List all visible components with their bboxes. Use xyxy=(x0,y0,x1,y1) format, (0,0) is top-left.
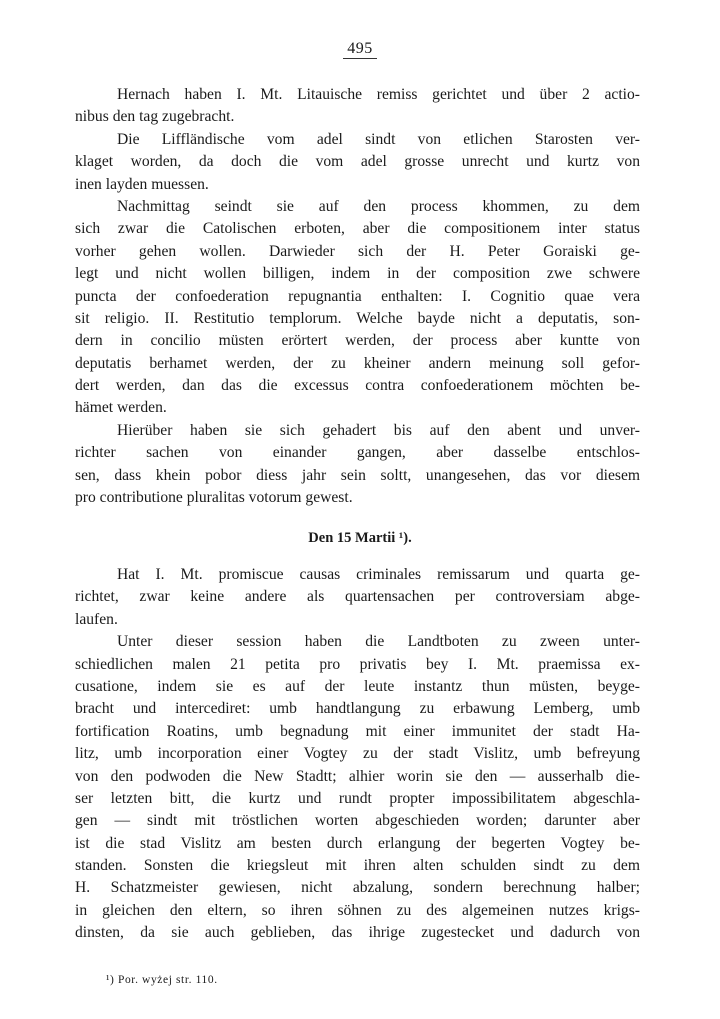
text-line: richter sachen von einander gangen, aber dasselbe entschlos- xyxy=(75,444,640,462)
text-line: dern in concilio müsten erörtert werden, der process aber kuntte von xyxy=(75,332,640,350)
text-line: schiedlichen malen 21 petita pro privatis bey I. Mt. praemissa ex- xyxy=(75,655,640,673)
text-line: fortification Roatins, umb begnadung mit einer immunitet der stadt Ha- xyxy=(75,722,640,740)
text-line: richtet, zwar keine andere als quartensachen per controversiam abge- xyxy=(75,588,640,606)
text-line: standen. Sonsten die kriegsleut mit ihren alten schulden sindt zu dem xyxy=(75,857,640,875)
text-line: sen, dass khein pobor diess jahr sein soltt, unangesehen, das vor diesem xyxy=(75,466,640,484)
text-section-1 xyxy=(75,84,640,509)
text-line: nibus den tag zugebracht. xyxy=(75,108,235,126)
text-line: dinsten, da sie auch geblieben, das ihrige zugestecket und dadurch von xyxy=(75,924,640,942)
text-line: pro contributione pluralitas votorum gewest. xyxy=(75,489,353,507)
text-line: ist die stad Vislitz am besten durch erlangung der begerten Vogtey be- xyxy=(75,834,640,852)
date-heading: Den 15 Martii ¹). xyxy=(308,530,412,546)
text-line: cusatione, indem sie es auf der leute instantz thun müsten, beyge- xyxy=(75,677,640,695)
text-line: litz, umb incorporation einer Vogtey zu der stadt Vislitz, umb befreyung xyxy=(75,745,640,763)
text-line: laufen. xyxy=(75,610,118,628)
text-line: Die Liffländische vom adel sindt von etlichen Starosten ver- xyxy=(117,130,640,148)
text-line: legt und nicht wollen billigen, indem in der composition zwe schwere xyxy=(75,265,640,283)
text-section-2 xyxy=(75,564,640,945)
text-line: Unter dieser session haben die Landtboten zu zween unter- xyxy=(117,633,640,651)
text-line: sich zwar die Catolischen erboten, aber die compositionem inter status xyxy=(75,220,640,238)
text-line: Nachmittag seindt sie auf den process khommen, zu dem xyxy=(117,197,640,215)
text-line: Hernach haben I. Mt. Litauische remiss gerichtet und über 2 actio- xyxy=(117,86,640,103)
text-line: sit religio. II. Restitutio templorum. Welche bayde nicht a deputatis, son- xyxy=(75,309,640,327)
text-line: Hat I. Mt. promiscue causas criminales remissarum und quarta ge- xyxy=(117,566,640,583)
text-line: von den podwoden die New Stadtt; alhier worin sie den — ausserhalb die- xyxy=(75,767,640,785)
text-line: ser letzten bitt, die kurtz und rundt propter impossibilitatem abgeschla- xyxy=(75,789,640,807)
text-line: dert werden, dan das die excessus contra confoederationem möchten be- xyxy=(75,377,640,395)
text-line: gen — sindt mit tröstlichen worten abgeschieden worden; darunter aber xyxy=(75,812,640,830)
footnote: ¹) Por. wyżej str. 110. xyxy=(106,974,218,986)
text-line: inen layden muessen. xyxy=(75,175,209,193)
text-line: klaget worden, da doch die vom adel grosse unrecht und kurtz von xyxy=(75,153,640,171)
text-line: H. Schatzmeister gewiesen, nicht abzalung, sondern berechnung halber; xyxy=(75,879,640,897)
text-line: vorher gehen wollen. Darwieder sich der H. Peter Goraiski ge- xyxy=(75,242,640,260)
text-line: deputatis berhamet werden, der zu kheiner andern meinung soll gefor- xyxy=(75,354,640,372)
text-line: hämet werden. xyxy=(75,399,167,417)
page-number: 495 xyxy=(0,40,720,59)
text-line: in gleichen den eltern, so ihren söhnen zu des algemeinen nutzes krigs- xyxy=(75,901,640,919)
text-line: Hierüber haben sie sich gehadert bis auf den abent und unver- xyxy=(117,421,640,439)
text-line: bracht und intercediret: umb handtlangung zu erbawung Lemberg, umb xyxy=(75,700,640,718)
text-line: puncta der confoederation repugnantia enthalten: I. Cognitio quae vera xyxy=(75,287,640,305)
